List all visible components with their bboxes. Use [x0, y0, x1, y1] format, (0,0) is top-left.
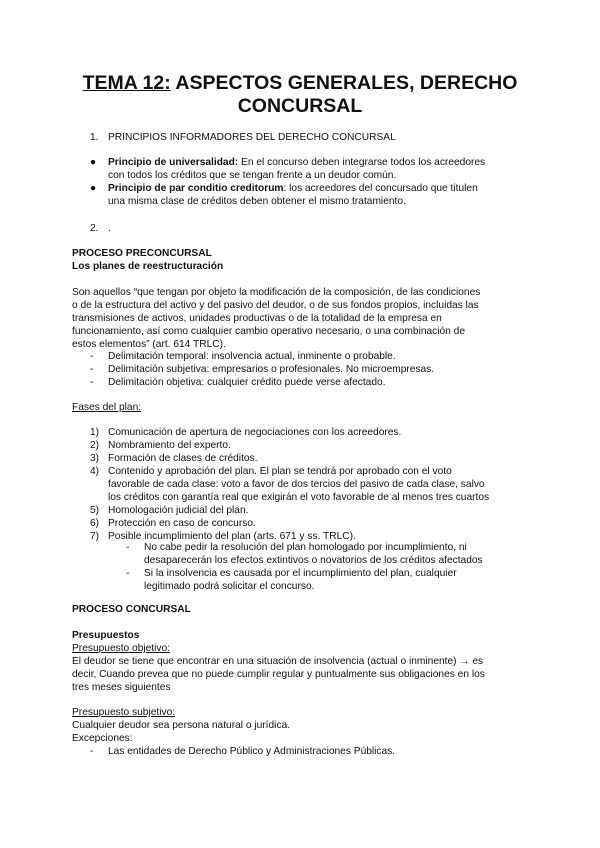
section-heading: PROCESO PRECONCURSAL: [72, 248, 212, 259]
list-text: Nombramiento del experto.: [108, 440, 231, 451]
bullet-item: [90, 156, 530, 182]
paragraph-line: Cualquier deudor sea persona natural o jurídica.: [72, 720, 291, 731]
list-text: Contenido y aprobación del plan. El plan se tendrá por aprobado con el voto: [108, 466, 452, 477]
subjetivo-block: [72, 706, 532, 758]
dash-item: [90, 376, 550, 389]
paragraph-line: funcionamiento, así como cualquier cambio operativo necesario, o una combinación de: [72, 326, 466, 337]
list-item: [90, 504, 540, 517]
dash-item: [72, 745, 532, 758]
dash-text: Delimitación objetiva: cualquier crédito puede verse afectado.: [108, 377, 386, 388]
fases-heading: Fases del plan:: [72, 402, 142, 413]
list-text: Protección en caso de concurso.: [108, 518, 256, 529]
subjetivo-heading: Presupuesto subjetivo:: [72, 707, 176, 718]
bullet-item: [90, 182, 530, 208]
list-number: 1.: [90, 132, 99, 143]
list-text-cont: los créditos con garantía real que exigirán el voto favorable de al menos tres cuartos: [108, 492, 490, 503]
paragraph-line: tres meses siguientes: [72, 682, 171, 693]
dash-icon: -: [90, 351, 94, 362]
dash-text: Si la insolvencia es causada por el incumplimiento del plan, cualquier: [144, 568, 457, 579]
dash-item: [126, 567, 536, 593]
bullet-text-cont: una misma clase de créditos deben obtener el mismo tratamiento.: [108, 196, 406, 207]
list-text: Comunicación de apertura de negociaciones con los acreedores.: [108, 427, 402, 438]
list-item: [90, 517, 540, 530]
list-number: 2): [90, 440, 100, 451]
item-2: [90, 222, 550, 235]
list-number: 5): [90, 505, 100, 516]
bullet-label: Principio de par conditio creditorum: [108, 183, 284, 194]
intro-paragraph: [72, 286, 532, 351]
bullet-icon: ●: [90, 157, 97, 168]
bullet-list: [90, 156, 530, 208]
title-line2: CONCURSAL: [237, 95, 363, 117]
list-number: 1): [90, 427, 100, 438]
dash-item: [90, 350, 550, 363]
bullet-text: En el concurso deben integrarse todos los acreedores: [238, 157, 486, 168]
title-rest: ASPECTOS GENERALES, DERECHO: [170, 72, 518, 94]
objetivo-heading: Presupuesto objetivo:: [72, 643, 170, 654]
list-number: 4): [90, 466, 100, 477]
section-subheading: Los planes de reestructuración: [72, 261, 224, 272]
dash-icon: -: [90, 364, 94, 375]
title-prefix: TEMA 12:: [82, 72, 171, 94]
dash-item: [126, 541, 536, 567]
page-title: [60, 72, 540, 118]
fases-list: [90, 426, 540, 543]
list-number: 7): [90, 531, 100, 542]
dash-text: Las entidades de Derecho Público y Administraciones Públicas.: [108, 746, 396, 757]
dash-icon: -: [126, 568, 130, 579]
list-number: 6): [90, 518, 100, 529]
principios-item: [90, 131, 550, 144]
list-item: [90, 465, 540, 504]
list-text: Homologación judicial del plan.: [108, 505, 249, 516]
list-number: 3): [90, 453, 100, 464]
dash-text: Delimitación temporal: insolvencia actual, inminente o probable.: [108, 351, 396, 362]
section-heading: PROCESO CONCURSAL: [72, 604, 191, 615]
subdash-list: [126, 541, 536, 593]
list-item: [90, 426, 540, 439]
dash-icon: -: [126, 542, 130, 553]
paragraph-line: estos elementos” (art. 614 TRLC).: [72, 339, 226, 350]
dash-text-cont: legitimado podrá solicitar el concurso.: [144, 581, 315, 592]
dash-icon: -: [90, 746, 94, 757]
bullet-text: : los acreedores del concursado que titulen: [283, 183, 478, 194]
dash-text: No cabe pedir la resolución del plan homologado por incumplimiento, ni: [144, 542, 467, 553]
principios-text: PRINCIPIOS INFORMADORES DEL DERECHO CONCURSAL: [108, 132, 396, 143]
paragraph-line: decir, Cuando prevea que no puede cumplir regular y puntualmente sus obligaciones en los: [72, 669, 485, 680]
bullet-text-cont: con todos los créditos que se tengan frente a un deudor común.: [108, 170, 397, 181]
bullet-icon: ●: [90, 183, 97, 194]
presupuestos-heading: Presupuestos: [72, 630, 140, 641]
list-text: Posible incumplimiento del plan (arts. 671 y ss. TRLC).: [108, 531, 356, 542]
objetivo-block: [72, 642, 532, 694]
preconcursal-section: [72, 247, 532, 273]
list-number: 2.: [90, 223, 99, 234]
paragraph-line: Son aquellos “que tengan por objeto la modificación de la composición, de las condiciones: [72, 287, 481, 298]
dash-text-cont: desaparecerán los efectos extintivos o novatorios de los créditos afectados: [144, 555, 483, 566]
paragraph-line: o de la estructura del activo y del pasivo del deudor, o de sus fondos propios, incluidas las: [72, 300, 479, 311]
paragraph-line: transmisiones de activos, unidades productivas o de la totalidad de la empresa en: [72, 313, 442, 324]
list-text-cont: favorable de cada clase: voto a favor de dos tercios del pasivo de cada clase, salvo: [108, 479, 485, 490]
delimitaciones-list: [90, 350, 550, 389]
item-2-text: .: [108, 223, 111, 234]
bullet-label: Principio de universalidad:: [108, 157, 239, 168]
paragraph-line: El deudor se tiene que encontrar en una situación de insolvencia (actual o inminente) → es: [72, 656, 484, 667]
dash-icon: -: [90, 377, 94, 388]
list-text: Formación de clases de créditos.: [108, 453, 258, 464]
excepciones-label: Excepciones:: [72, 733, 133, 744]
list-item: [90, 452, 540, 465]
dash-item: [90, 363, 550, 376]
list-item: [90, 439, 540, 452]
dash-text: Delimitación subjetiva: empresarios o profesionales. No microempresas.: [108, 364, 435, 375]
